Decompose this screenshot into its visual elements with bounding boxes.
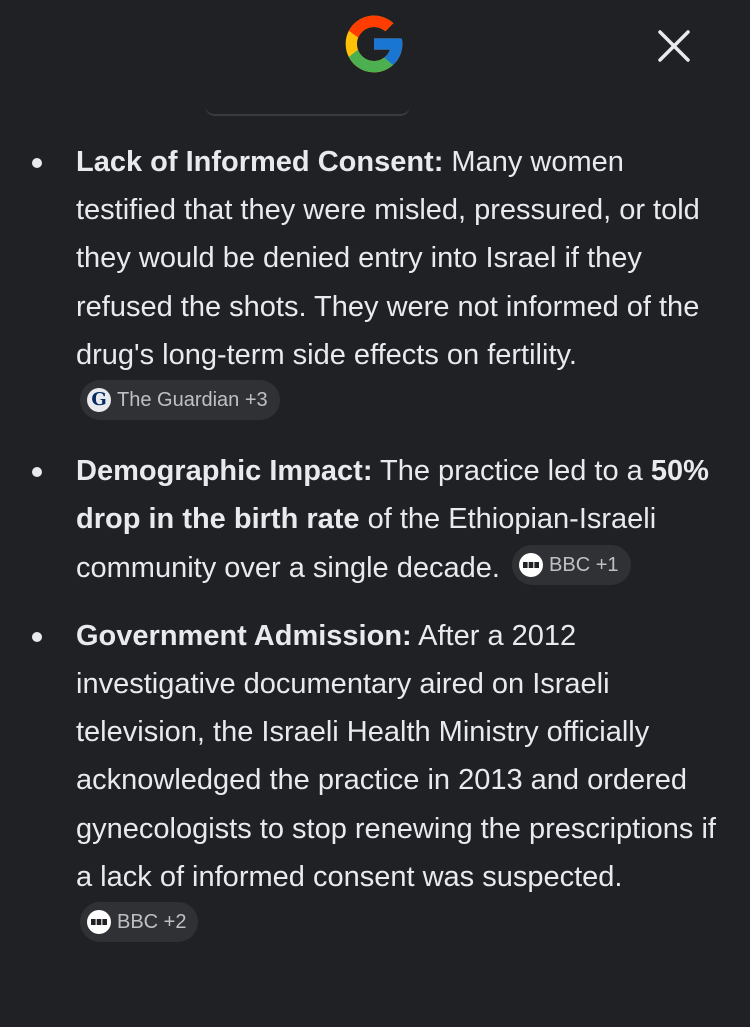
list-item	[0, 612, 750, 949]
item-text: After a 2012 investigative documentary aired on Israeli television, the Israeli Health Ministry officially acknowledged the practice in 2013 and ordered gynecologists to stop renewing the prescriptions if a lack of informed consent was suspected.	[76, 619, 716, 893]
list-item	[0, 447, 750, 592]
source-chip[interactable]	[80, 380, 280, 420]
bbc-icon	[519, 553, 543, 577]
source-label: BBC +1	[549, 553, 619, 576]
source-label: BBC +2	[117, 911, 187, 934]
top-bar	[0, 0, 750, 100]
close-icon	[656, 28, 692, 64]
google-g-icon	[340, 10, 408, 78]
source-chip[interactable]	[80, 902, 198, 942]
source-label: The Guardian +3	[117, 389, 268, 412]
answer-list	[0, 138, 750, 969]
item-heading: Government Admission:	[76, 619, 412, 652]
close-button[interactable]	[646, 18, 702, 74]
bullet	[32, 467, 42, 477]
item-text: The practice led to a	[372, 455, 651, 488]
item-text: Many women testified that they were misled, pressured, or told they would be denied entry into Israel if they refused the shots. They were not informed of the drug's long-term side effects on fertility.	[76, 146, 700, 371]
item-heading: Lack of Informed Consent:	[76, 146, 444, 178]
bullet	[32, 632, 42, 642]
bullet	[32, 158, 42, 168]
item-emphasis: 50% drop in the birth rate	[76, 455, 709, 536]
guardian-icon: G	[87, 388, 111, 412]
bbc-icon	[87, 910, 111, 934]
sheet-divider	[205, 104, 410, 116]
source-chip[interactable]	[512, 545, 630, 585]
item-heading: Demographic Impact:	[76, 455, 373, 488]
list-item	[0, 138, 750, 427]
item-text: of the Ethiopian-Israeli community over a single decade.	[76, 503, 657, 584]
